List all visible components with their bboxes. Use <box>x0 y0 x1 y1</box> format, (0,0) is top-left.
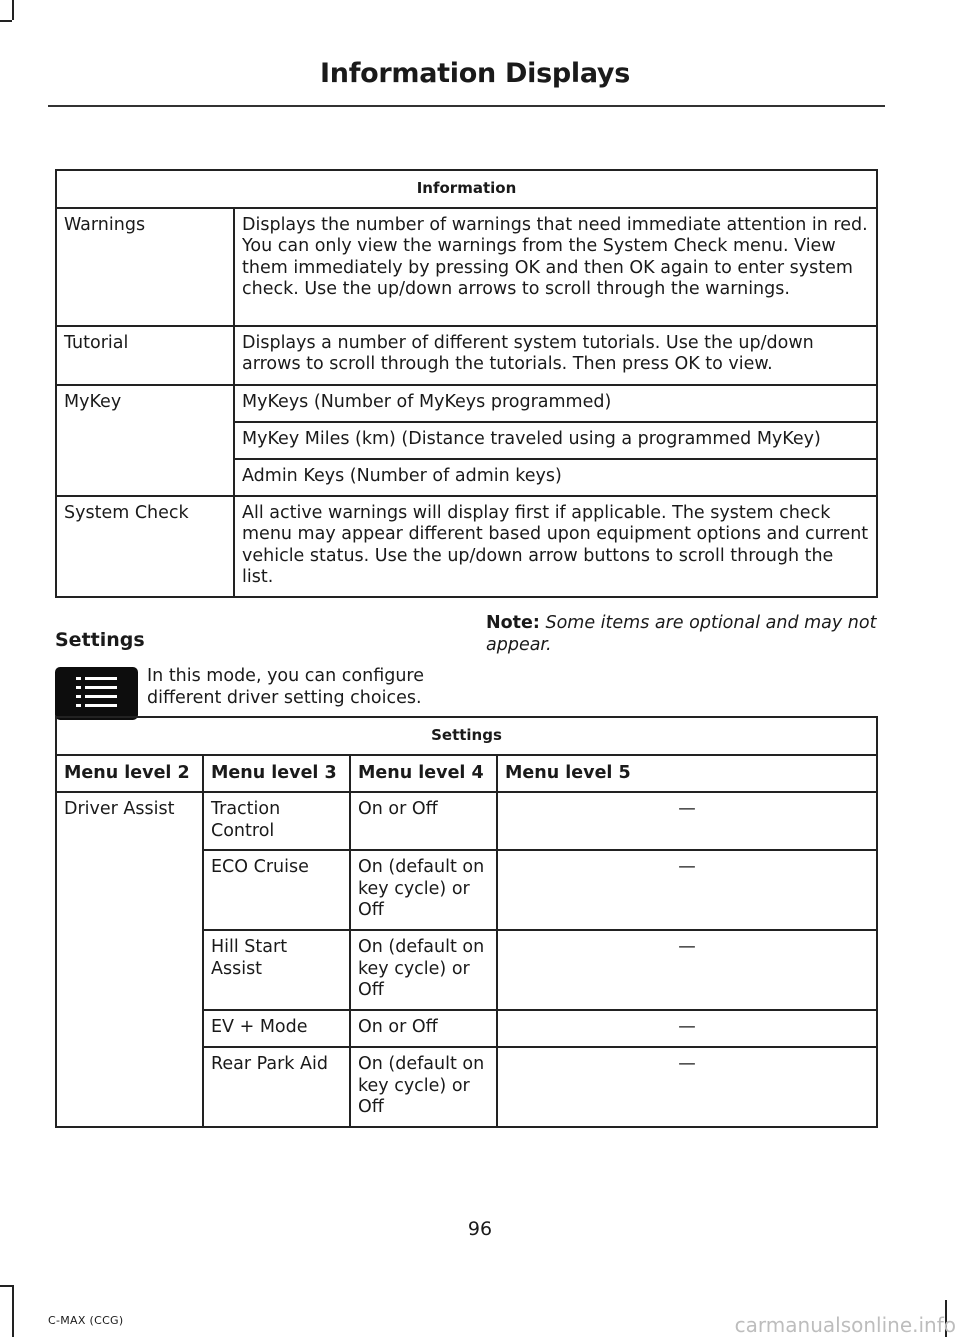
level4-cell: On (default on key cycle) or Off <box>350 1047 497 1127</box>
crop-mark <box>0 20 12 22</box>
page-title: Information Displays <box>320 58 630 89</box>
column-header: Menu level 2 <box>56 755 203 793</box>
table-row <box>56 792 877 850</box>
level4-cell: On (default on key cycle) or Off <box>350 930 497 1010</box>
crop-mark <box>0 1285 12 1287</box>
settings-table <box>55 716 878 1128</box>
table-caption: Settings <box>56 717 877 755</box>
level3-cell: EV + Mode <box>203 1010 350 1047</box>
group-label: Driver Assist <box>56 792 203 1127</box>
level3-cell: ECO Cruise <box>203 850 350 930</box>
table-row <box>56 208 877 326</box>
row-label: System Check <box>56 496 234 597</box>
table-caption: Information <box>56 170 877 208</box>
level3-cell: Hill Start Assist <box>203 930 350 1010</box>
settings-menu-icon <box>55 667 138 720</box>
information-table <box>55 169 878 598</box>
watermark: carmanualsonline.info <box>734 1313 956 1337</box>
level5-cell: — <box>497 792 877 850</box>
row-value: Displays the number of warnings that need immediate attention in red. You can only view the warnings from the System Check menu. View them immediately by pressing OK and then OK again to enter system check. Use the up/down arrows to scroll through the warnings. <box>234 208 877 326</box>
section-description: In this mode, you can configure different driver setting choices. <box>147 666 425 708</box>
crop-mark <box>12 1285 14 1337</box>
level5-cell: — <box>497 1047 877 1127</box>
level4-cell: On (default on key cycle) or Off <box>350 850 497 930</box>
level3-cell: Rear Park Aid <box>203 1047 350 1127</box>
row-value: All active warnings will display first if applicable. The system check menu may appear different based upon equipment options and current vehicle status. Use the up/down arrow buttons to scroll through the list. <box>234 496 877 597</box>
row-label: Tutorial <box>56 326 234 385</box>
footer-code: C-MAX (CCG) <box>48 1314 124 1327</box>
level4-cell: On or Off <box>350 1010 497 1047</box>
note-text: Some items are optional and may not appear. <box>486 613 877 655</box>
table-row <box>56 326 877 385</box>
table-header-row <box>56 755 877 793</box>
row-value: Admin Keys (Number of admin keys) <box>234 459 877 496</box>
column-header: Menu level 3 <box>203 755 350 793</box>
column-header: Menu level 5 <box>497 755 877 793</box>
level3-cell: Traction Control <box>203 792 350 850</box>
column-header: Menu level 4 <box>350 755 497 793</box>
section-heading: Settings <box>55 629 145 651</box>
level4-cell: On or Off <box>350 792 497 850</box>
note <box>486 612 878 656</box>
crop-mark <box>12 0 14 20</box>
level5-cell: — <box>497 1010 877 1047</box>
row-value: MyKeys (Number of MyKeys programmed) <box>234 385 877 422</box>
table-row <box>56 496 877 597</box>
page-number: 96 <box>467 1218 493 1240</box>
level5-cell: — <box>497 850 877 930</box>
table-row <box>56 385 877 422</box>
row-value: MyKey Miles (km) (Distance traveled using a programmed MyKey) <box>234 422 877 459</box>
row-label: Warnings <box>56 208 234 326</box>
row-label: MyKey <box>56 385 234 496</box>
title-divider <box>48 105 885 107</box>
row-value: Displays a number of different system tutorials. Use the up/down arrows to scroll through the tutorials. Then press OK to view. <box>234 326 877 385</box>
level5-cell: — <box>497 930 877 1010</box>
note-label: Note: <box>486 613 540 633</box>
